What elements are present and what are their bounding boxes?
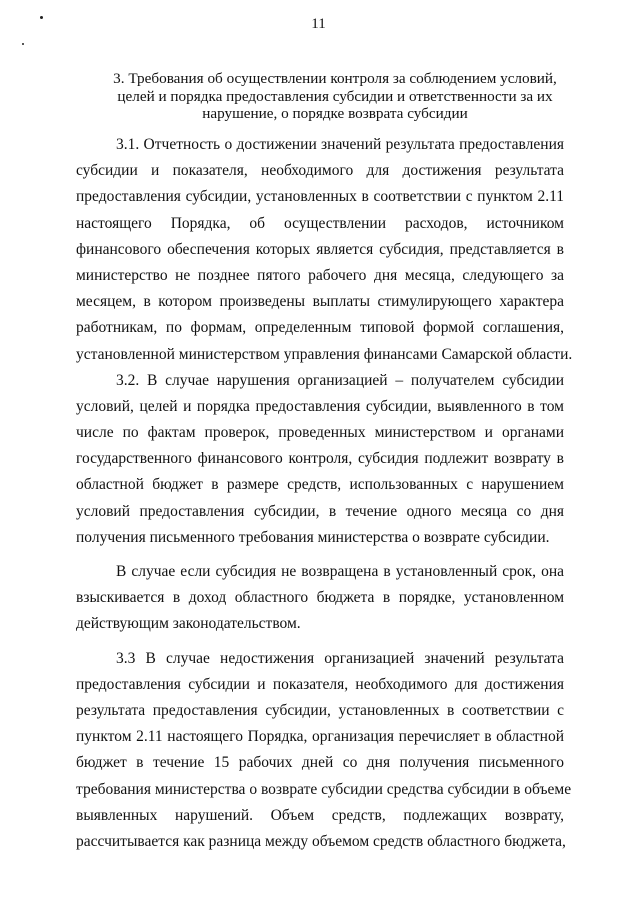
text-line: В случае если субсидия не возвращена в установленный срок, она — [116, 563, 564, 580]
text-line: требования министерства о возврате субсидии средства субсидии в объеме — [76, 780, 572, 798]
paragraph-3-2-continuation — [76, 559, 564, 638]
text-line: 3.3 В случае недостижения организацией значений результата — [116, 649, 564, 667]
text-line: финансового обеспечения которых является субсидия, представляется в — [76, 240, 564, 258]
text-line: предоставления субсидии, установленных в соответствии с пунктом 2.11 — [76, 188, 564, 206]
text-line: взыскивается в доход областного бюджета в порядке, установленном — [76, 589, 564, 607]
paragraph-3-2 — [76, 368, 564, 551]
text-line: областной бюджет в размере средств, использованных с нарушением — [76, 476, 564, 494]
text-line: результата предоставления субсидии, установленных в соответствии с — [76, 701, 564, 719]
text-line: 3.2. В случае нарушения организацией – получателем субсидии — [116, 371, 564, 389]
section-heading — [100, 70, 570, 123]
text-line: условий предоставления субсидии, в течение одного месяца со дня — [76, 502, 564, 520]
heading-line: нарушение, о порядке возврата субсидии — [202, 105, 468, 122]
scan-speck — [22, 43, 24, 45]
text-line: выявленных нарушений. Объем средств, подлежащих возврату, — [76, 806, 564, 824]
text-line: работникам, по формам, определенным типовой формой соглашения, — [76, 319, 564, 337]
paragraph-3-1 — [76, 132, 573, 368]
text-line: пунктом 2.11 настоящего Порядка, организация перечисляет в областной — [76, 728, 564, 746]
text-line: министерство не позднее пятого рабочего дня месяца, следующего за — [76, 266, 564, 284]
text-line: рассчитывается как разница между объемом средств областного бюджета, — [76, 832, 566, 850]
text-line: настоящего Порядка, об осуществлении расходов, источником — [76, 214, 564, 232]
text-line: субсидии и показателя, необходимого для достижения результата — [76, 162, 564, 180]
text-line: условий, целей и порядка предоставления субсидии, выявленного в том — [76, 397, 564, 415]
page-number: 11 — [311, 16, 326, 32]
text-line: числе по фактам проверок, проведенных министерством и органами — [76, 424, 564, 442]
text-line: 3.1. Отчетность о достижении значений результата предоставления — [116, 136, 564, 153]
heading-line: целей и порядка предоставления субсидии и ответственности за их — [117, 87, 553, 105]
body-text — [76, 132, 573, 855]
text-line: получения письменного требования министерства о возврате субсидии. — [76, 528, 550, 546]
text-line: месяцем, в котором произведены выплаты стимулирующего характера — [76, 293, 564, 311]
text-line: государственного финансового контроля, субсидия подлежит возврату в — [76, 450, 564, 468]
text-line: бюджет в течение 15 рабочих дней со дня получения письменного — [76, 754, 564, 772]
text-line: действующим законодательством. — [76, 615, 301, 633]
text-line: предоставления субсидии и показателя, необходимого для достижения — [76, 675, 564, 693]
text-line: установленной министерством управления финансами Самарской области. — [76, 345, 573, 363]
heading-line: 3. Требования об осуществлении контроля за соблюдением условий, — [113, 70, 557, 87]
paragraph-3-3 — [76, 646, 572, 856]
